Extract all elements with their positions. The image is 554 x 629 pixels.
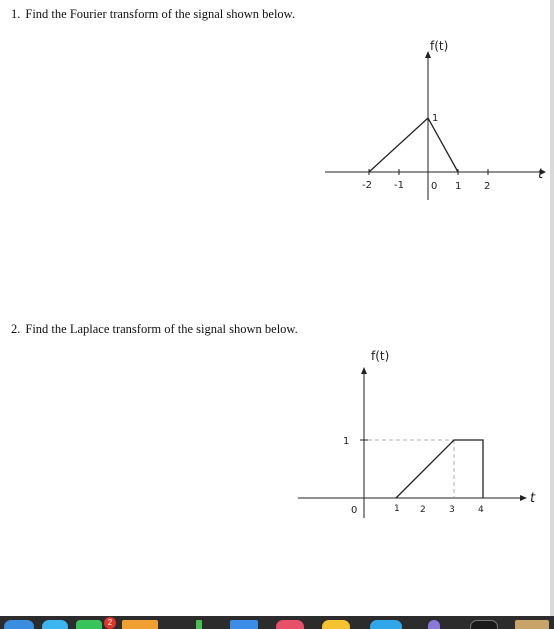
fig2-signal-line xyxy=(396,440,483,498)
fig2-x-label: t xyxy=(530,491,536,506)
finder-icon[interactable] xyxy=(4,620,34,629)
fig2-tick-label: 1 xyxy=(394,504,400,514)
notification-badge: 2 xyxy=(104,617,116,629)
fig1-tick-label: 0 xyxy=(431,181,438,192)
question-1-text: Find the Fourier transform of the signal shown below. xyxy=(25,7,296,21)
fig2-tick-label: 2 xyxy=(420,505,426,515)
dock xyxy=(0,616,554,629)
fig2-tick-label: 3 xyxy=(449,505,455,515)
fig2-y-tick-label: 1 xyxy=(343,436,350,447)
fig1-tick-label: 1 xyxy=(455,181,462,192)
fig1-peak-label: 1 xyxy=(432,113,439,124)
fig1-y-label: f(t) xyxy=(430,39,449,53)
music-icon[interactable] xyxy=(276,620,304,629)
folder-icon[interactable] xyxy=(515,620,549,629)
fig2-t-arrow xyxy=(520,495,527,501)
fig1-tick-label: -1 xyxy=(394,180,404,191)
question-2-number: 2. xyxy=(11,322,21,336)
notes-icon[interactable] xyxy=(122,620,158,629)
fig2-y-label: f(t) xyxy=(371,349,390,363)
terminal-icon[interactable] xyxy=(196,620,202,629)
screenshot-icon[interactable] xyxy=(470,620,498,629)
fig1-tick-label: -2 xyxy=(362,180,372,191)
photos-icon[interactable] xyxy=(322,620,350,629)
page-edge xyxy=(550,0,554,616)
fig1-x-label: t xyxy=(538,167,544,182)
mail-icon[interactable] xyxy=(230,620,258,629)
messages-icon[interactable] xyxy=(76,620,102,629)
fig2-origin-label: 0 xyxy=(351,505,358,516)
question-2-text: Find the Laplace transform of the signal shown below. xyxy=(25,322,298,336)
fig2-tick-label: 4 xyxy=(478,505,484,515)
fig1-tick-label: 2 xyxy=(484,181,491,192)
question-1-number: 1. xyxy=(11,7,21,21)
fig2-f-arrow xyxy=(361,367,367,374)
appstore-icon[interactable] xyxy=(370,620,402,629)
safari-icon[interactable] xyxy=(42,620,68,629)
preview-icon[interactable] xyxy=(428,620,440,629)
